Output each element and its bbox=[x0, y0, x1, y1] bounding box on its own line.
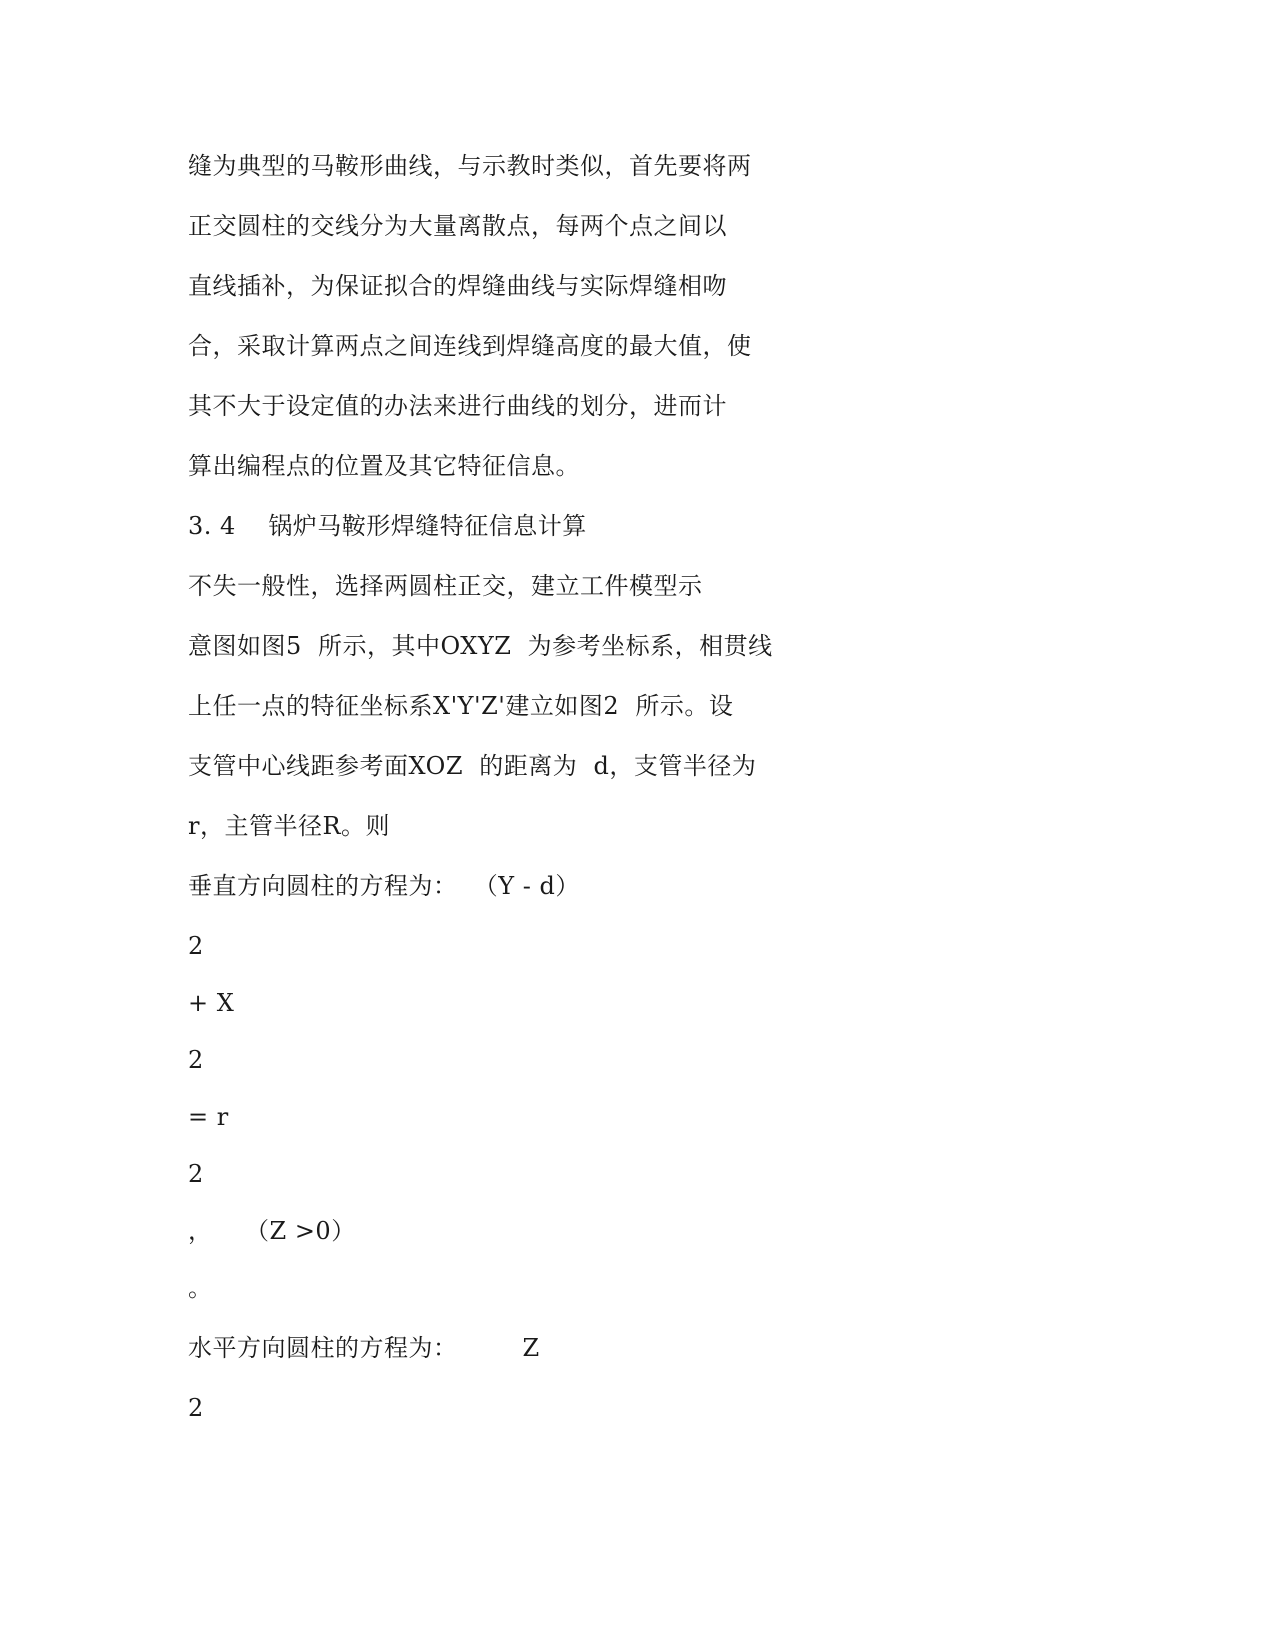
paragraph-line: 算出编程点的位置及其它特征信息。 bbox=[188, 452, 580, 480]
equation-line: 垂直方向圆柱的方程为： （Y - d） bbox=[188, 872, 580, 900]
paragraph-line: 意图如图5 所示，其中OXYZ 为参考坐标系，相贯线 bbox=[188, 632, 773, 660]
paragraph-line: 缝为典型的马鞍形曲线，与示教时类似，首先要将两 bbox=[188, 152, 752, 180]
equation-fragment: 2 bbox=[188, 1394, 204, 1422]
equation-fragment: 。 bbox=[188, 1274, 213, 1302]
equation-line: 水平方向圆柱的方程为： Z bbox=[188, 1334, 540, 1362]
section-heading: 3. 4 锅炉马鞍形焊缝特征信息计算 bbox=[188, 512, 587, 540]
paragraph-line: 不失一般性，选择两圆柱正交，建立工件模型示 bbox=[188, 572, 703, 600]
equation-fragment: 2 bbox=[188, 1160, 204, 1188]
paragraph-line: 正交圆柱的交线分为大量离散点，每两个点之间以 bbox=[188, 212, 727, 240]
equation-fragment: 2 bbox=[188, 1046, 204, 1074]
paragraph-line: 直线插补，为保证拟合的焊缝曲线与实际焊缝相吻 bbox=[188, 272, 727, 300]
equation-fragment: ， （Z >0） bbox=[188, 1217, 356, 1245]
paragraph-line: r，主管半径R。则 bbox=[188, 812, 391, 840]
equation-fragment: + X bbox=[188, 989, 235, 1017]
paragraph-line: 上任一点的特征坐标系X'Y'Z'建立如图2 所示。设 bbox=[188, 692, 734, 720]
paragraph-line: 合，采取计算两点之间连线到焊缝高度的最大值，使 bbox=[188, 332, 752, 360]
paragraph-line: 其不大于设定值的办法来进行曲线的划分，进而计 bbox=[188, 392, 727, 420]
paragraph-line: 支管中心线距参考面XOZ 的距离为 d，支管半径为 bbox=[188, 752, 757, 780]
equation-fragment: = r bbox=[188, 1103, 229, 1131]
equation-fragment: 2 bbox=[188, 932, 204, 960]
